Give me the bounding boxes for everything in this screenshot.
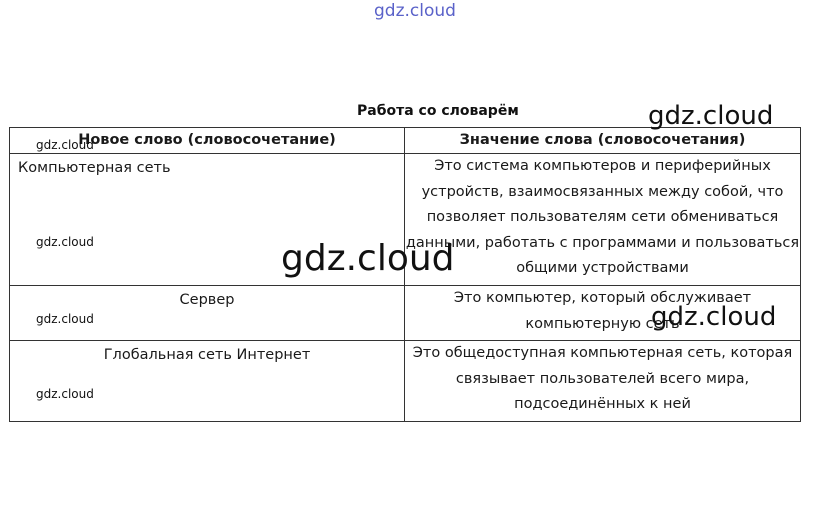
meaning-cell: Это компьютер, который обслуживает компьютерную сеть	[405, 286, 801, 341]
meaning-cell: Это общедоступная компьютерная сеть, которая связывает пользователей всего мира, подсоединённых к ней	[405, 341, 801, 422]
watermark-small: gdz.cloud	[36, 235, 94, 249]
meaning-cell: Это система компьютеров и периферийных устройств, взаимосвязанных между собой, что позволяет пользователям сети обмениваться данными, работать с программами и пользоваться общими устройствами	[405, 154, 801, 286]
column-header-term: Новое слово (словосочетание)	[10, 128, 405, 154]
term-cell: Компьютерная сеть	[10, 154, 405, 286]
term-cell: Глобальная сеть Интернет	[10, 341, 405, 422]
watermark-large: gdz.cloud	[651, 302, 777, 332]
column-header-meaning: Значение слова (словосочетания)	[405, 128, 801, 154]
watermark-large: gdz.cloud	[648, 101, 774, 131]
table-header-row	[10, 128, 801, 154]
watermark-small: gdz.cloud	[36, 387, 94, 401]
table-row	[10, 341, 801, 422]
watermark-large: gdz.cloud	[281, 238, 455, 279]
watermark-small: gdz.cloud	[36, 312, 94, 326]
watermark-top: gdz.cloud	[374, 1, 456, 21]
term-cell: Сервер	[10, 286, 405, 341]
watermark-small: gdz.cloud	[36, 138, 94, 152]
page-title: Работа со словарём	[357, 103, 519, 119]
